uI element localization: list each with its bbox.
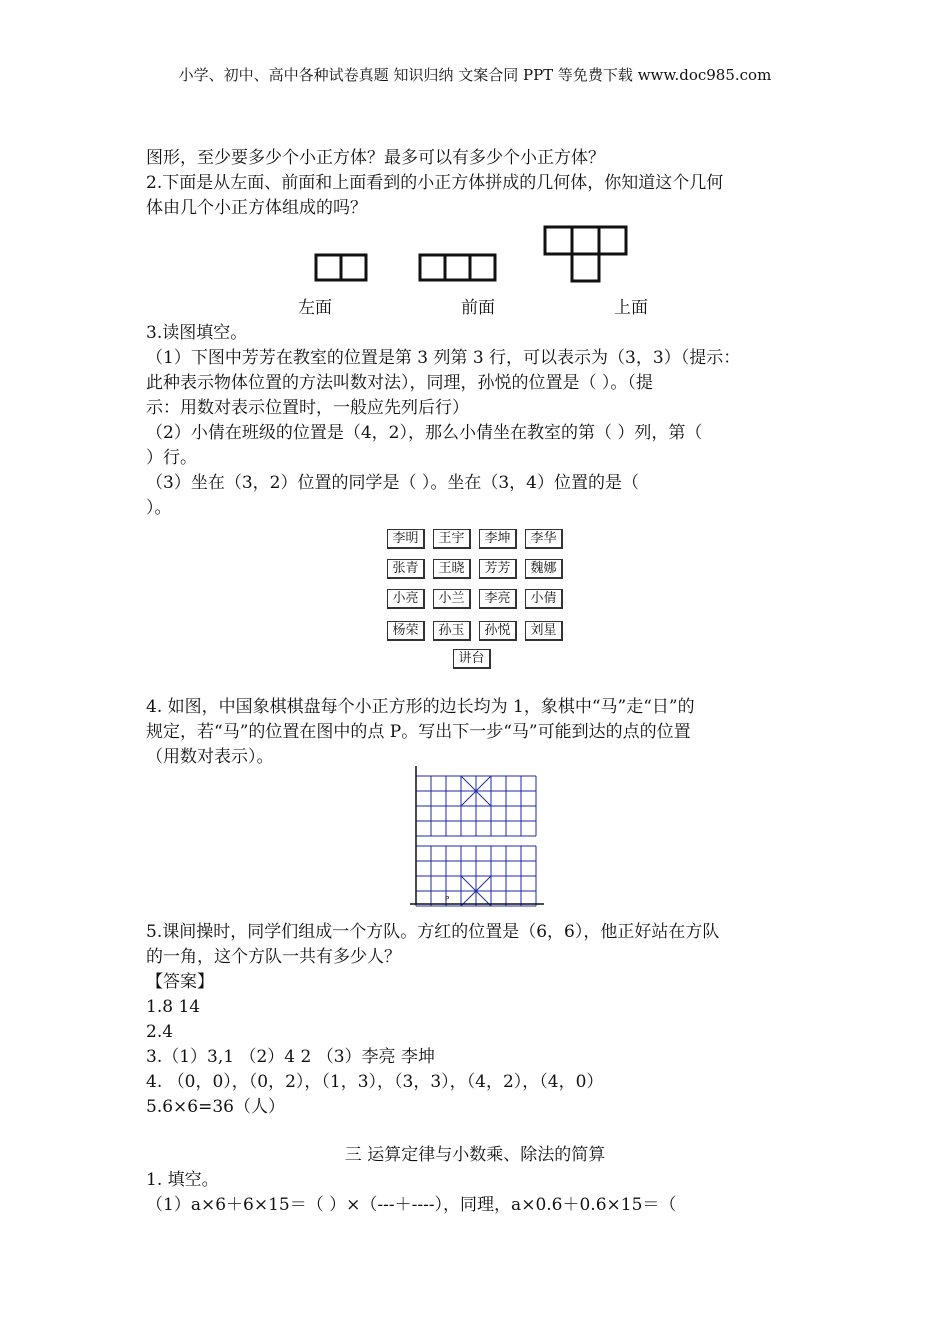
answer-4: 4. （0，0），（0，2），（1，3），（3，3），（4，2），（4，0） [146,1072,604,1092]
seat: 李华 [525,529,563,549]
front-view-label: 前面 [461,298,495,318]
top-view-label: 上面 [614,298,648,318]
q3-p2-line2: ）行。 [146,448,197,468]
answer-1: 1.8 14 [146,997,201,1017]
podium: 讲台 [453,649,491,669]
q5-line1: 5.课间操时，同学们组成一个方队。方红的位置是（6，6），他正好站在方队 [146,922,720,942]
seat: 王宇 [433,529,471,549]
seat: 小倩 [525,589,563,609]
q3-p3-line1: （3）坐在（3，2）位置的同学是（ ）。坐在（3，4）位置的是（ [146,473,639,493]
left-view [316,255,366,280]
answers-title: 【答案】 [146,972,214,992]
answer-3: 3.（1）3,1 （2）4 2 （3）李亮 李坤 [146,1047,435,1067]
q2-line2: 体由几个小正方体组成的吗？ [146,198,367,218]
q5-line2: 的一角，这个方队一共有多少人？ [146,947,401,967]
q3-p1-line3: 示：用数对表示位置时，一般应先列后行） [146,398,469,418]
seat: 李坤 [479,529,517,549]
three-views-figure [300,222,640,288]
seat: 刘星 [525,621,563,641]
seat: 芳芳 [479,559,517,579]
chess-board [404,766,554,910]
q3-p2-line1: （2）小倩在班级的位置是（4，2），那么小倩坐在教室的第（ ）列，第（ [146,423,703,443]
seat: 孙悦 [479,621,517,641]
page-header: 小学、初中、高中各种试卷真题 知识归纳 文案合同 PPT 等免费下载 www.doc985.com [178,66,772,84]
section3-q1-title: 1. 填空。 [146,1170,219,1190]
front-view [420,255,495,280]
q4-line2: 规定，若“马”的位置在图中的点 P。写出下一步“马”可能到达的点的位置 [146,722,691,742]
answer-2: 2.4 [146,1022,174,1042]
q4-line1: 4. 如图，中国象棋棋盘每个小正方形的边长均为 1，象棋中“马”走“日”的 [146,697,695,717]
seat: 小亮 [387,589,425,609]
seat: 李明 [387,529,425,549]
q2-line1: 2.下面是从左面、前面和上面看到的小正方体拼成的几何体，你知道这个几何 [146,173,724,193]
seat: 杨荣 [387,621,425,641]
seat: 王晓 [433,559,471,579]
seat: 孙玉 [433,621,471,641]
point-p-label: P [445,895,450,903]
q3-p1-line2: 此种表示物体位置的方法叫数对法），同理，孙悦的位置是（ ）。（提 [146,373,653,393]
left-view-label: 左面 [298,298,332,318]
section-title: 三 运算定律与小数乘、除法的简算 [344,1145,606,1165]
q4-line3: （用数对表示）。 [146,747,274,767]
q3-title: 3.读图填空。 [146,323,248,343]
axes [410,766,544,904]
q3-p1-line1: （1）下图中芳芳在教室的位置是第 3 列第 3 行，可以表示为（3，3）（提示： [146,348,741,368]
section3-q1-line1: （1）a×6＋6×15＝（ ）×（---＋----），同理，a×0.6＋0.6×15＝（ [146,1195,677,1215]
seat: 魏娜 [525,559,563,579]
intro-line: 图形，至少要多少个小正方体？最多可以有多少个小正方体？ [146,148,605,168]
seat: 张青 [387,559,425,579]
q3-p3-line2: ）。 [146,498,172,518]
top-view [545,227,626,281]
seat: 李亮 [479,589,517,609]
seat: 小兰 [433,589,471,609]
answer-5: 5.6×6=36（人） [146,1097,285,1117]
